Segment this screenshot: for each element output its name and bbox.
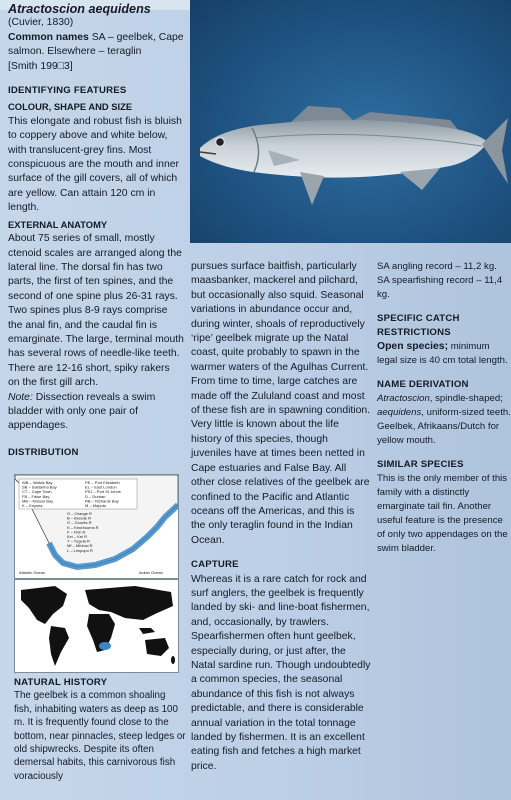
legend-entry: L – Limpopo R — [67, 547, 93, 553]
authority: (Cuvier, 1830) — [8, 17, 74, 29]
note-paragraph — [8, 391, 184, 434]
identifying-features-heading: IDENTIFYING FEATURES — [8, 85, 127, 97]
legend-entry: Kei – Kei R — [67, 534, 88, 539]
restrictions-text — [377, 340, 511, 368]
anatomy-heading: EXTERNAL ANATOMY — [8, 218, 108, 230]
natural-history-text: The geelbek is a common shoaling fish, inhabiting waters as deep as 100 m. It is frequently found close to the bottom, near pinnacles, steep ledges or old shipwrecks. Despite its often demersal habits, this carnivorous fish voraciously — [14, 690, 186, 782]
middle-column — [191, 260, 371, 774]
legend-entry: RB – Richards Bay — [85, 498, 119, 504]
atlantic-ocean-label: Atlantic Ocean — [19, 570, 46, 575]
capture-text: Whereas it is a rare catch for rock and surf anglers, the geelbek is frequently landed by ski- and line-boat fishermen, and, occasionally, by trawlers. Spearfishermen often hunt geelbek, especially during, or just after, the Natal sardine run. Though undoubtedly a common species, the seasonal abundance of this fish is not always predictable, and there is considerable annual variation in the total tonnage landed by fishermen. It is an excellent eating fish and fetches a high market price. — [191, 573, 371, 772]
similar-species-text: This is the only member of this family with a distinctly emarginate tail fin. Another useful feature is the presence of only two appendages on the swim bladder. — [377, 473, 508, 554]
angling-record: SA angling record – 11,2 kg. — [377, 261, 497, 272]
legend-entry: O – Orange R — [67, 511, 92, 516]
note-text: Dissection reveals a swim bladder with only one pair of appendages. — [8, 391, 156, 432]
similar-species-heading: SIMILAR SPECIES — [377, 459, 464, 470]
common-names-label: Common names — [8, 31, 89, 43]
capture-heading: CAPTURE — [191, 559, 239, 571]
left-column — [8, 2, 184, 460]
open-species-label: Open species; — [377, 341, 449, 352]
distribution-heading: DISTRIBUTION — [8, 446, 79, 458]
legend-entry: F – Fish R — [67, 529, 86, 535]
note-label: Note: — [8, 391, 33, 403]
scientific-name: Atractoscion aequidens — [8, 2, 151, 16]
legend-entry: MB – Mossel Bay — [22, 498, 54, 504]
southern-africa-map — [14, 474, 179, 579]
natural-history-text-continued: pursues surface baitfish, particularly maasbanker, mackerel and pilchard, but occasionally also squid. Seasonal variations in abundance occur and, during winter, shoals of reproductively ‘ripe’ geelbek migrate up the Natal coast, quite probably to spawn in the warmer waters of the Agulhas Current. From time to time, large catches are made off the Zululand coast and most of these fish are in spawning condition. Very little is known about the life history of this species, though juveniles have at times been netted in Cape estuaries and False Bay. All other close relatives of the geelbek are confined to the Pacific and Atlantic oceans off the Americas, and this is the only teraglin found in the Indian Ocean. — [191, 261, 371, 546]
restrictions-detail: minimum legal size is 40 cm total length. — [377, 341, 508, 366]
legend-entry: D – Durban — [85, 493, 106, 499]
legend-entry: G – Gourits R — [67, 520, 92, 526]
legend-entry: PE – Port Elizabeth — [85, 480, 120, 485]
legend-entry: K – Keurbooms R — [67, 524, 99, 530]
catch-restrictions-heading: SPECIFIC CATCH RESTRICTIONS — [377, 313, 460, 338]
fish-photo — [190, 0, 511, 243]
coastline-map — [15, 475, 178, 578]
legend-entry: Mf – Mfolozi R — [67, 543, 93, 549]
legend-entry: SB – Saldanha Bay — [22, 484, 57, 490]
natural-history-heading: NATURAL HISTORY — [14, 677, 108, 688]
anatomy-text: About 75 series of small, mostly ctenoid scales are arranged along the lateral line. The dorsal fin has two parts, the first of ten spines, and the second of one spine plus 26-31 rays. Two spines plus 8-9 rays comprise the anal fin, and the caudal fin is emarginate. The large, terminal mouth has several rows of needle-like teeth. There are 12-16 short, spiky rakers on the first gill arch. — [8, 233, 184, 389]
legend-entry: EL – East London — [85, 484, 117, 490]
genus-word: Atractoscion — [377, 393, 430, 404]
geelbek-fish-illustration — [190, 0, 511, 243]
spearfishing-record: SA spearfishing record – 11,4 kg. — [377, 275, 503, 300]
world-map — [14, 579, 179, 673]
legend-entry: M – Maputo — [85, 503, 107, 508]
legend-entry: PSJ – Port St Johns — [85, 489, 121, 495]
common-names-text: SA – geelbek, Cape salmon. Elsewhere – teraglin — [8, 31, 184, 58]
legend-entry: FB – False Bay — [22, 493, 50, 499]
common-names — [8, 31, 184, 60]
name-derivation-text — [377, 392, 511, 448]
legend-entry: T – Tugela R — [67, 538, 90, 544]
legend-entry: CT – Cape Town — [22, 489, 52, 495]
colour-heading: COLOUR, SHAPE AND SIZE — [8, 101, 133, 113]
species-meaning: , uniform-sized teeth. Geelbek, Afrikaans/Dutch for yellow mouth. — [377, 407, 511, 446]
indian-ocean-label: Indian Ocean — [139, 570, 163, 575]
legend-entry: B – Breede R — [67, 515, 92, 521]
legend-entry: K – Knysna — [22, 503, 43, 508]
world-distribution-map — [15, 580, 178, 672]
species-word: aequidens — [377, 407, 422, 418]
legend-entry: WB – Walvis Bay — [22, 480, 53, 485]
genus-meaning: , spindle-shaped; — [429, 393, 503, 404]
reference: [Smith 199□3] — [8, 60, 73, 72]
natural-history-section — [14, 676, 186, 783]
right-column — [377, 260, 511, 556]
name-derivation-heading: NAME DERIVATION — [377, 379, 469, 390]
colour-text: This elongate and robust fish is bluish to coppery above and white below, with translucent-grey fins. Most conspicuous are the mouth and inner surface of the gill covers, all of which are yellow. Can attain 120 cm in length. — [8, 115, 182, 214]
